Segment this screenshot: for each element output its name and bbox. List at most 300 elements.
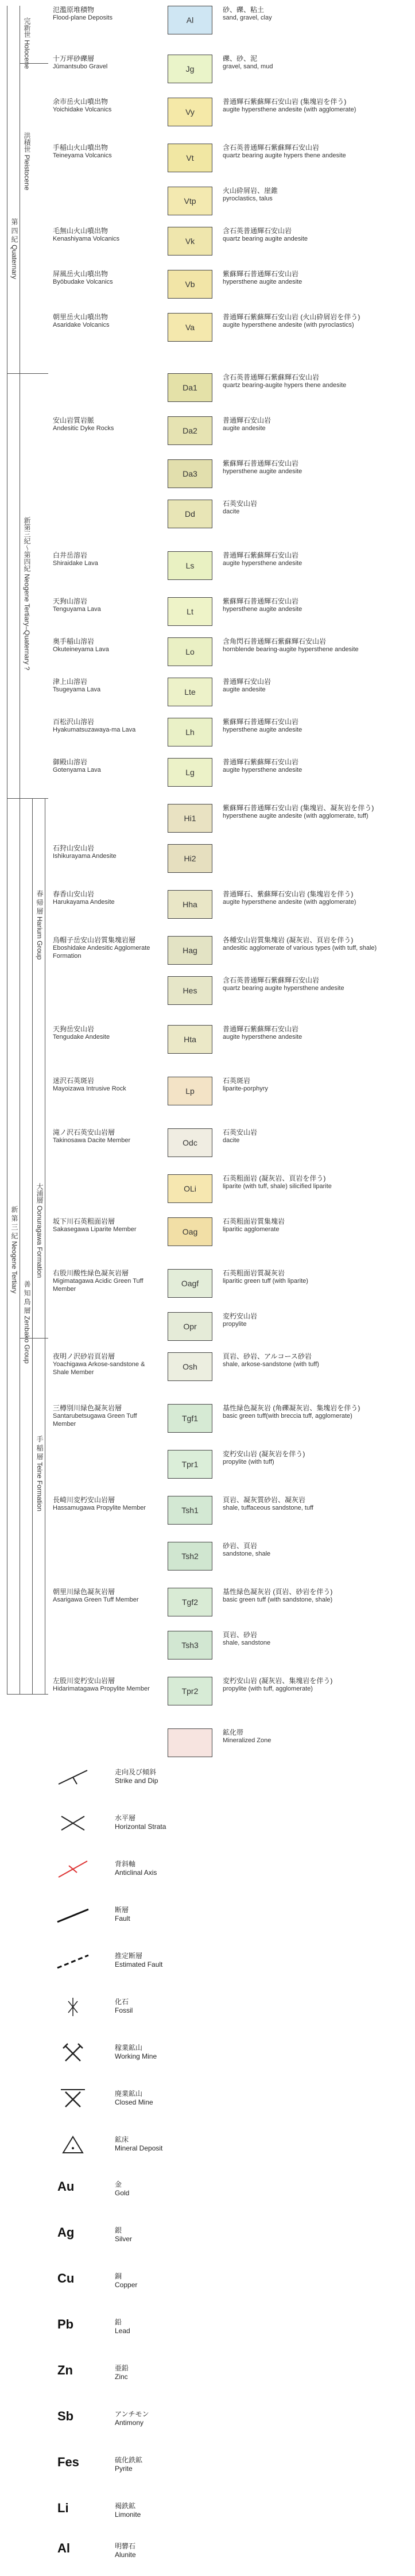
- unit-description: [223, 1217, 406, 1233]
- unit-description-en: andesitic agglomerate of various types (with tuff, shale): [223, 945, 377, 952]
- unit-description-jp: 石英粗面岩質凝灰岩: [223, 1269, 285, 1277]
- unit-name: [53, 678, 156, 694]
- unit-name-en: Takinosawa Dacite Member: [53, 1137, 131, 1144]
- unit-description-jp: 石英粗面岩 (凝灰岩、頁岩を伴う): [223, 1174, 326, 1182]
- mineral-label-jp: 鉛: [115, 2318, 122, 2326]
- mineral-label-jp: 褐鉄鉱: [115, 2502, 136, 2510]
- unit-description: [223, 1174, 406, 1190]
- mineral-symbol: Ag: [57, 2225, 75, 2240]
- unit-description: [223, 1588, 406, 1604]
- unit-name: [53, 55, 156, 71]
- unit-name: [53, 98, 156, 114]
- unit-name-jp: 滝ノ沢石英安山岩層: [53, 1128, 115, 1136]
- unit-name-jp: 安山岩質岩脈: [53, 416, 95, 424]
- symbol-label-en: Fault: [115, 1914, 130, 1923]
- unit-description-en: augite andesite: [223, 425, 266, 432]
- unit-description-jp: 紫蘇輝石普通輝石安山岩: [223, 270, 299, 278]
- unit-description-jp: 頁岩、凝灰質砂岩、凝灰岩: [223, 1496, 306, 1504]
- unit-description-jp: 石英安山岩: [223, 500, 258, 508]
- unit-name-en: Asaridake Volcanics: [53, 322, 110, 328]
- unit-description: [223, 1077, 406, 1093]
- unit-swatch: Al: [168, 6, 212, 34]
- unit-description-jp: 紫蘇輝石普通輝石安山岩 (集塊岩、凝灰岩を伴う): [223, 804, 374, 812]
- unit-name-en: Okuteineyama Lava: [53, 646, 109, 653]
- symbol-label: [115, 2090, 153, 2107]
- symbol-label-en: Anticlinal Axis: [115, 1869, 157, 1877]
- symbol-label-jp: 推定断層: [115, 1952, 143, 1960]
- anticlinal-axis-icon: [53, 1858, 93, 1881]
- unit-description: [223, 1128, 406, 1144]
- unit-name-jp: 天狗岳安山岩: [53, 1025, 95, 1033]
- unit-name-en: Tsugeyama Lava: [53, 686, 101, 693]
- unit-description-en: sandstone, shale: [223, 1550, 271, 1557]
- unit-description-en: augite hypersthene andesite (with pyroclastics): [223, 322, 354, 328]
- horizontal-strata-icon: [53, 1812, 93, 1835]
- unit-description: [223, 1677, 406, 1693]
- mineral-label-en: Gold: [115, 2189, 130, 2197]
- mineral-label-en: Lead: [115, 2327, 130, 2335]
- unit-description-jp: 鉱化帯: [223, 1728, 244, 1736]
- unit-description: [223, 1728, 406, 1745]
- unit-description-en: pyroclastics, talus: [223, 195, 273, 202]
- era-pleistocene-label: 洪積世 Pleistocene: [23, 132, 31, 191]
- unit-description-en: augite hypersthene andesite (with agglomerate): [223, 106, 356, 113]
- unit-name-jp: 津上山溶岩: [53, 678, 88, 686]
- mineral-label: [115, 2456, 142, 2473]
- unit-description: [223, 1450, 406, 1466]
- fossil-icon: [53, 1995, 93, 2018]
- unit-name-jp: 氾濫原堆積物: [53, 6, 95, 14]
- unit-name-en: Hidarimatagawa Propylite Member: [53, 1685, 150, 1692]
- unit-name-jp: 三樽別川緑色凝灰岩層: [53, 1404, 122, 1412]
- unit-swatch: Lo: [168, 637, 212, 666]
- unit-description-en: augite andesite: [223, 686, 266, 693]
- unit-name-en: Tenguyama Lava: [53, 606, 101, 613]
- unit-description-en: quartz bearing augite andesite: [223, 235, 308, 242]
- unit-description: [223, 1404, 406, 1420]
- unit-name: [53, 1588, 156, 1604]
- unit-description: [223, 459, 406, 475]
- unit-description: [223, 1312, 406, 1328]
- unit-description-jp: 普通輝石紫蘇輝石安山岩: [223, 758, 299, 766]
- unit-name-jp: 長崎川変朽安山岩層: [53, 1496, 115, 1504]
- unit-name: [53, 1496, 156, 1512]
- mineral-symbol: Li: [57, 2501, 69, 2515]
- symbol-label-jp: 稼業鉱山: [115, 2044, 143, 2052]
- unit-name: [53, 1677, 156, 1693]
- unit-description: [223, 1631, 406, 1647]
- unit-swatch: Hes: [168, 976, 212, 1005]
- unit-description-en: basic green tuff (with sandstone, shale): [223, 1596, 333, 1603]
- unit-description: [223, 758, 406, 774]
- unit-name: [53, 1269, 156, 1293]
- unit-description-jp: 含石英普通輝石紫蘇輝石安山岩: [223, 144, 320, 152]
- unit-swatch: Tsh2: [168, 1542, 212, 1571]
- unit-swatch: Hha: [168, 890, 212, 919]
- unit-description-en: quartz bearing augite hypersthene andesite: [223, 985, 344, 992]
- unit-name-jp: 十万坪砂礫層: [53, 55, 95, 63]
- unit-description-jp: 頁岩、砂岩、アルコース砂岩: [223, 1352, 312, 1360]
- unit-name: [53, 1352, 156, 1376]
- mineral-label-en: Alunite: [115, 2551, 136, 2559]
- unit-description: [223, 55, 406, 71]
- symbol-label: [115, 1860, 157, 1877]
- symbol-label: [115, 2136, 162, 2153]
- symbol-label-en: Closed Mine: [115, 2098, 153, 2106]
- unit-description-jp: 普通輝石紫蘇輝石安山岩: [223, 1025, 299, 1033]
- unit-name-en: Kenashiyama Volcanics: [53, 235, 120, 242]
- unit-description-en: hypersthene augite andesite (with agglomerate, tuff): [223, 813, 369, 819]
- unit-name-jp: 手稲山火山噴出物: [53, 144, 108, 152]
- symbol-label: [115, 2044, 157, 2061]
- mineral-label-en: Zinc: [115, 2373, 128, 2381]
- unit-swatch: Da3: [168, 459, 212, 488]
- unit-name: [53, 551, 156, 567]
- symbol-label-jp: 化石: [115, 1998, 129, 2006]
- unit-name-en: Harukayama Andesite: [53, 899, 115, 906]
- unit-name-en: Santarubetsugawa Green Tuff Member: [53, 1413, 137, 1428]
- symbol-label-en: Strike and Dip: [115, 1777, 158, 1785]
- unit-name-en: Hassamugawa Propylite Member: [53, 1504, 146, 1511]
- unit-name: [53, 144, 156, 160]
- unit-description-jp: 普通輝石安山岩: [223, 678, 272, 686]
- unit-swatch: Da1: [168, 373, 212, 402]
- divider-line: [7, 1694, 48, 1695]
- unit-description-jp: 含石英普通輝石安山岩: [223, 227, 292, 235]
- unit-description: [223, 976, 406, 992]
- unit-description-jp: 各種安山岩質集塊岩 (凝灰岩、頁岩を伴う): [223, 936, 354, 944]
- unit-description: [223, 313, 406, 329]
- unit-description: [223, 597, 406, 613]
- unit-swatch: Vtp: [168, 187, 212, 215]
- symbol-label-jp: 断層: [115, 1906, 129, 1914]
- unit-description-jp: 変朽安山岩: [223, 1312, 258, 1320]
- unit-name-jp: 毛無山火山噴出物: [53, 227, 108, 235]
- unit-name: [53, 758, 156, 774]
- unit-description: [223, 6, 406, 22]
- unit-swatch: Tpr1: [168, 1450, 212, 1479]
- unit-name-jp: 百松沢山溶岩: [53, 718, 95, 726]
- unit-description-jp: 石英粗面岩質集塊岩: [223, 1217, 285, 1225]
- unit-name-jp: 春香山安山岩: [53, 890, 95, 898]
- symbol-label-en: Fossil: [115, 2006, 133, 2014]
- teine-formation-label: 手 稲 層 Teine Formation: [36, 1436, 44, 1512]
- unit-description-en: hypersthene augite andesite: [223, 468, 302, 475]
- unit-name-jp: 夜明ノ沢砂岩頁岩層: [53, 1352, 115, 1360]
- unit-description: [223, 373, 406, 389]
- unit-name: [53, 416, 156, 432]
- unit-name-en: Yoachigawa Arkose-sandstone & Shale Member: [53, 1361, 145, 1376]
- unit-swatch: Vb: [168, 270, 212, 299]
- unit-name: [53, 1404, 156, 1428]
- symbol-label: [115, 1906, 130, 1923]
- divider-line: [20, 1338, 48, 1339]
- unit-description-jp: 普通輝石安山岩: [223, 416, 272, 424]
- mineral-label-en: Silver: [115, 2235, 133, 2243]
- unit-description-jp: 普通輝石紫蘇輝石安山岩 (集塊岩を伴う): [223, 98, 347, 106]
- unit-name-en: Teineyama Volcanics: [53, 152, 112, 159]
- unit-swatch: OLi: [168, 1174, 212, 1203]
- mineral-symbol: Cu: [57, 2271, 75, 2285]
- mineral-label: [115, 2272, 137, 2289]
- mineral-label: [115, 2226, 132, 2244]
- unit-name: [53, 844, 156, 860]
- unit-description-en: hypersthene augite andesite: [223, 279, 302, 285]
- unit-name: [53, 1077, 156, 1093]
- mineral-label-jp: 硫化鉄鉱: [115, 2456, 143, 2464]
- unit-description: [223, 551, 406, 567]
- unit-description-en: augite hypersthene andesite: [223, 1034, 302, 1041]
- unit-description-jp: 含石英普通輝石紫蘇輝石安山岩: [223, 976, 320, 984]
- symbol-label: [115, 1952, 162, 1969]
- unit-description: [223, 890, 406, 906]
- unit-swatch: Tsh3: [168, 1631, 212, 1660]
- unit-description-en: augite hypersthene andesite (with agglomerate): [223, 899, 356, 906]
- divider-line: [7, 798, 48, 799]
- symbol-label-jp: 廃業鉱山: [115, 2090, 143, 2098]
- unit-description-en: hypersthene augite andesite: [223, 726, 302, 733]
- unit-description-en: shale, sandstone: [223, 1639, 271, 1646]
- unit-description-en: Mineralized Zone: [223, 1737, 272, 1744]
- unit-swatch: Vk: [168, 227, 212, 256]
- unit-swatch: Ls: [168, 551, 212, 580]
- mineral-label-jp: 金: [115, 2180, 122, 2188]
- era-neogene-label: 新 第 三 紀 Neogene Tertiary: [10, 1206, 18, 1294]
- symbol-label: [115, 1998, 133, 2015]
- mineral-label-jp: 亜鉛: [115, 2364, 129, 2372]
- mineral-label-en: Pyrite: [115, 2465, 133, 2473]
- unit-swatch: Lp: [168, 1077, 212, 1105]
- unit-swatch: Hi1: [168, 804, 212, 833]
- unit-swatch: Tgf1: [168, 1404, 212, 1433]
- unit-name: [53, 1217, 156, 1233]
- symbol-label-jp: 鉱床: [115, 2136, 129, 2144]
- unit-description-jp: 普通輝石紫蘇輝石安山岩 (火山砕屑岩を伴う): [223, 313, 360, 321]
- unit-description: [223, 144, 406, 160]
- onoura-formation-label: 大浦層 Oonuragawa Formation: [36, 1183, 44, 1278]
- symbol-label-en: Mineral Deposit: [115, 2144, 163, 2152]
- mineral-symbol: Zn: [57, 2363, 73, 2377]
- unit-swatch: Jg: [168, 55, 212, 83]
- unit-description: [223, 936, 406, 952]
- zenbako-group-label: 善 知 鳥 層 Zenbako Group: [23, 1281, 31, 1364]
- unit-swatch: Vy: [168, 98, 212, 126]
- unit-name-en: Gotenyama Lava: [53, 767, 101, 773]
- unit-description-en: shale, tuffaceous sandstone, tuff: [223, 1504, 313, 1511]
- unit-name: [53, 1025, 156, 1041]
- closed-mine-icon: [53, 2087, 93, 2110]
- unit-description-jp: 石英斑岩: [223, 1077, 251, 1085]
- unit-name-jp: 烏帽子岳安山岩質集塊岩層: [53, 936, 136, 944]
- unit-description-en: liparitic agglomerate: [223, 1226, 280, 1233]
- unit-description: [223, 98, 406, 114]
- symbol-label-en: Horizontal Strata: [115, 1823, 166, 1831]
- unit-name-en: Tengudake Andesite: [53, 1034, 110, 1041]
- unit-description-jp: 紫蘇輝石普通輝石安山岩: [223, 459, 299, 467]
- unit-name: [53, 1128, 156, 1144]
- unit-description-jp: 普通輝石紫蘇輝石安山岩: [223, 551, 299, 559]
- unit-name-en: Eboshidake Andesitic Agglomerate Formation: [53, 945, 150, 960]
- unit-description-en: shale, arkose-sandstone (with tuff): [223, 1361, 319, 1368]
- unit-name-en: Shiraidake Lava: [53, 560, 98, 567]
- unit-name-en: Ishikurayama Andesite: [53, 853, 117, 860]
- mineral-label: [115, 2502, 141, 2519]
- unit-description-jp: 礫、砂、泥: [223, 55, 258, 63]
- harium-group-label: 春 帰 層 Harium Group: [36, 890, 44, 960]
- unit-swatch: Hta: [168, 1025, 212, 1054]
- unit-swatch: [168, 1728, 212, 1757]
- unit-description-en: liparitic green tuff (with liparite): [223, 1278, 308, 1285]
- unit-name-jp: 御殿山溶岩: [53, 758, 88, 766]
- unit-description: [223, 678, 406, 694]
- unit-description-en: quartz bearing-augite hypers thene andesite: [223, 382, 347, 389]
- unit-swatch: Lg: [168, 758, 212, 787]
- unit-description-jp: 含角閃石普通輝石紫蘇輝石安山岩: [223, 637, 327, 645]
- unit-swatch: Opr: [168, 1312, 212, 1341]
- unit-description-jp: 基性緑色凝灰岩 (頁岩、砂岩を伴う): [223, 1588, 333, 1596]
- mineral-symbol: Sb: [57, 2409, 74, 2423]
- mineral-symbol: Au: [57, 2179, 75, 2194]
- unit-name: [53, 637, 156, 653]
- unit-description: [223, 637, 406, 653]
- unit-description-en: liparite-porphyry: [223, 1085, 268, 1092]
- unit-name-en: Flood-plane Deposits: [53, 14, 113, 21]
- unit-name: [53, 6, 156, 22]
- mineral-label-en: Limonite: [115, 2511, 141, 2519]
- unit-name-jp: 石狩山安山岩: [53, 844, 95, 852]
- mineral-label-jp: 明礬石: [115, 2542, 136, 2550]
- unit-swatch: Va: [168, 313, 212, 342]
- mineral-symbol: Al: [57, 2541, 70, 2555]
- mineral-symbol: Fes: [57, 2455, 79, 2469]
- unit-name-en: Yoichidake Volcanics: [53, 106, 112, 113]
- unit-description-en: propylite (with tuff): [223, 1459, 274, 1465]
- unit-swatch: Dd: [168, 500, 212, 528]
- strike-dip-icon: [53, 1766, 93, 1789]
- unit-description: [223, 1352, 406, 1368]
- mineral-label-en: Antimony: [115, 2419, 144, 2427]
- unit-description-en: liparite (with tuff, shale) silicified liparite: [223, 1183, 332, 1190]
- mineral-deposit-icon: [53, 2133, 93, 2156]
- era-holocene-label: 完新世 Holocene: [23, 17, 31, 69]
- symbol-label-en: Working Mine: [115, 2052, 157, 2060]
- unit-description-jp: 砂、礫、粘土: [223, 6, 265, 14]
- unit-description-en: basic green tuff(with breccia tuff, agglomerate): [223, 1413, 352, 1419]
- unit-name-jp: 迷沢石英斑岩: [53, 1077, 95, 1085]
- unit-name-en: Asarigawa Green Tuff Member: [53, 1596, 139, 1603]
- unit-description: [223, 1025, 406, 1041]
- unit-description-en: dacite: [223, 508, 240, 515]
- unit-name-jp: 白井岳溶岩: [53, 551, 88, 559]
- unit-swatch: Oagf: [168, 1269, 212, 1298]
- unit-swatch: Tgf2: [168, 1588, 212, 1616]
- symbol-label-jp: 背斜軸: [115, 1860, 136, 1868]
- unit-name: [53, 227, 156, 243]
- unit-description: [223, 270, 406, 286]
- unit-description-en: augite hypersthene andesite: [223, 560, 302, 567]
- unit-swatch: Tsh1: [168, 1496, 212, 1525]
- fault-icon: [53, 1904, 93, 1927]
- unit-swatch: Oag: [168, 1217, 212, 1246]
- unit-description-jp: 普通輝石、紫蘇輝石安山岩 (集塊岩を伴う): [223, 890, 354, 898]
- unit-description-en: hornblende bearing-augite hypersthene andesite: [223, 646, 359, 653]
- symbol-label-en: Estimated Fault: [115, 1960, 163, 1968]
- unit-name-jp: 左股川変朽安山岩層: [53, 1677, 115, 1685]
- unit-swatch: Hi2: [168, 844, 212, 873]
- unit-swatch: Tpr2: [168, 1677, 212, 1705]
- unit-description-jp: 基性緑色凝灰岩 (角礫凝灰岩、集塊岩を伴う): [223, 1404, 360, 1412]
- unit-description-en: quartz bearing augite hypers thene andesite: [223, 152, 346, 159]
- unit-name-jp: 朝里岳火山噴出物: [53, 313, 108, 321]
- symbol-label: [115, 1768, 158, 1785]
- era-neogene-quaternary-label: 新第三紀～第四紀 Neogene Tertiary–Quaternary ?: [23, 517, 31, 671]
- unit-name-en: Andesitic Dyke Rocks: [53, 425, 114, 432]
- unit-description: [223, 1496, 406, 1512]
- estimated-fault-icon: [53, 1950, 93, 1972]
- group-bracket-line: [32, 798, 33, 1694]
- unit-description-en: gravel, sand, mud: [223, 63, 273, 70]
- mineral-label: [115, 2318, 130, 2335]
- unit-name: [53, 936, 156, 960]
- unit-description: [223, 718, 406, 734]
- unit-description: [223, 804, 406, 820]
- mineral-label-en: Copper: [115, 2281, 138, 2289]
- mineral-label: [115, 2542, 136, 2559]
- unit-name: [53, 890, 156, 906]
- mineral-symbol: Pb: [57, 2317, 74, 2331]
- symbol-label-jp: 走向及び傾斜: [115, 1768, 157, 1776]
- unit-name-en: Byōbudake Volcanics: [53, 279, 113, 285]
- unit-swatch: Osh: [168, 1352, 212, 1381]
- unit-name-jp: 余市岳火山噴出物: [53, 98, 108, 106]
- unit-name-jp: 天狗山溶岩: [53, 597, 88, 605]
- unit-description-en: hypersthene augite andesite: [223, 606, 302, 613]
- unit-name-en: Hyakumatsuzawaya-ma Lava: [53, 726, 136, 733]
- unit-name-jp: 朝里川緑色凝灰岩層: [53, 1588, 115, 1596]
- mineral-label-jp: 銀: [115, 2226, 122, 2234]
- unit-swatch: Vt: [168, 144, 212, 172]
- unit-description-jp: 石英安山岩: [223, 1128, 258, 1136]
- unit-swatch: Odc: [168, 1128, 212, 1157]
- unit-swatch: Da2: [168, 416, 212, 445]
- unit-description-en: sand, gravel, clay: [223, 14, 272, 21]
- unit-description-jp: 変朽安山岩 (凝灰岩、集塊岩を伴う): [223, 1677, 333, 1685]
- unit-description-jp: 変朽安山岩 (凝灰岩を伴う): [223, 1450, 305, 1458]
- era-quaternary-label: 第 四 紀 Quaternary: [10, 218, 18, 280]
- divider-line: [7, 373, 48, 374]
- divider-line: [20, 63, 48, 64]
- unit-description-en: propylite (with tuff, agglomerate): [223, 1685, 313, 1692]
- unit-name-jp: 右股川酸性緑色凝灰岩層: [53, 1269, 129, 1277]
- unit-description-en: dacite: [223, 1137, 240, 1144]
- unit-name: [53, 718, 156, 734]
- unit-description-jp: 頁岩、砂岩: [223, 1631, 258, 1639]
- mineral-label-jp: 銅: [115, 2272, 122, 2280]
- mineral-label: [115, 2410, 149, 2427]
- mineral-label: [115, 2364, 129, 2381]
- unit-name-en: Jūmantsubo Gravel: [53, 63, 108, 70]
- unit-description-jp: 火山砕屑岩、崖錐: [223, 187, 278, 195]
- unit-name-en: Mayoizawa Intrusive Rock: [53, 1085, 126, 1092]
- mineral-label-jp: アンチモン: [115, 2410, 149, 2418]
- unit-name-jp: 屏風岳火山噴出物: [53, 270, 108, 278]
- unit-swatch: Lte: [168, 678, 212, 706]
- unit-description: [223, 500, 406, 516]
- unit-description: [223, 1269, 406, 1285]
- unit-description-jp: 紫蘇輝石普通輝石安山岩: [223, 718, 299, 726]
- unit-description: [223, 227, 406, 243]
- unit-swatch: Lt: [168, 597, 212, 626]
